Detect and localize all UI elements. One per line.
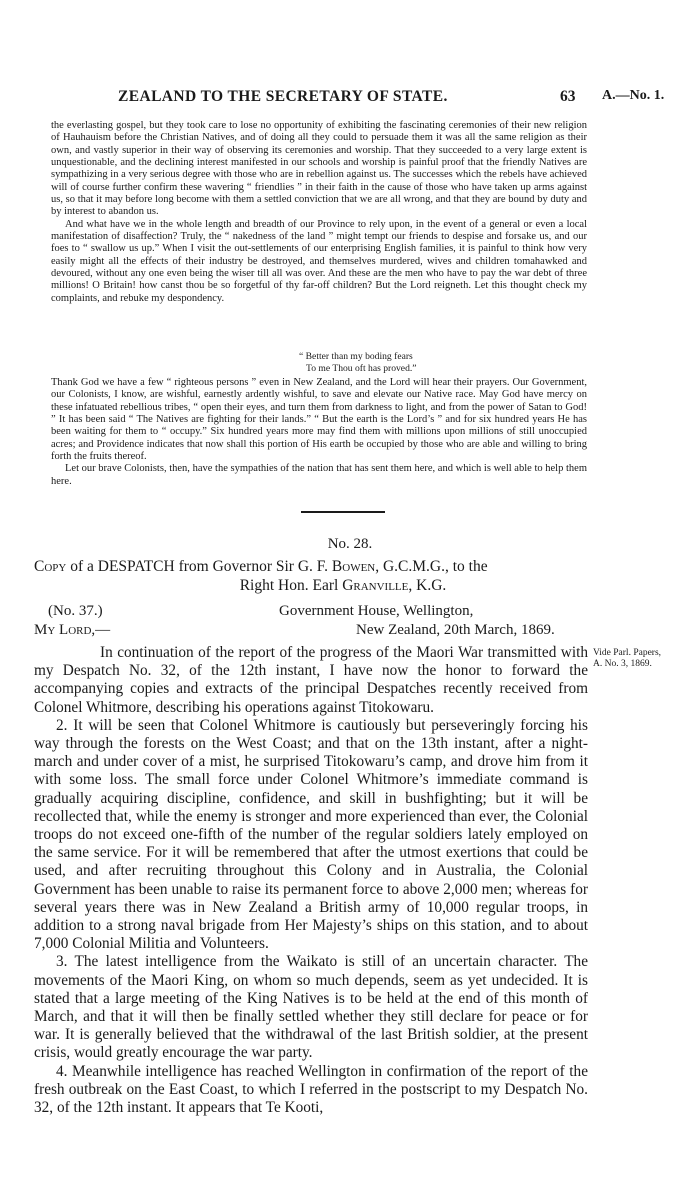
title-copy: Copy <box>34 558 67 575</box>
quote-line: “ Better than my boding fears <box>299 351 413 362</box>
title-text: , G.C.M.G., to the <box>375 558 488 575</box>
document-number: No. 28. <box>327 536 373 552</box>
body-paragraph: 3. The latest intelligence from the Waikato is still of an uncertain character. The movements of the Maori King, on whom so much depends, seem as yet undecided. It is stated that a large meeting of the King Natives is to be held at the end of this month of March, and that it will then be finally settled whether they still declare for peace or for war. It is generally believed that the withdrawal of the last British soldier, at the present crisis, would greatly encourage the war party. <box>34 953 588 1062</box>
despatch-title-line-2 <box>0 577 686 595</box>
letter-extract-part-1 <box>51 120 587 305</box>
paper-reference: A.—No. 1. <box>602 88 665 103</box>
body-paragraph: 4. Meanwhile intelligence has reached Wellington in confirmation of the report of the fresh outbreak on the East Coast, to which I referred in the postscript to my Despatch No. 32, of the 12th instant. It appears that Te Kooti, <box>34 1062 588 1117</box>
title-text: , K.G. <box>408 577 447 594</box>
margin-note-line: A. No. 3, 1869. <box>593 659 652 669</box>
salutation: My Lord,— <box>34 622 111 638</box>
title-text: of a DESPATCH from Governor Sir G. F. <box>66 558 332 575</box>
place-line: Government House, Wellington, <box>279 603 474 619</box>
title-bowen: Bowen <box>331 558 376 575</box>
small-paragraph: And what have we in the whole length and breadth of our Province to rely upon, in the event of a general or even a local manifestation of disaffection? Truly, the “ nakedness of the land ” might tempt our friends to despise and forsake us, and our foes to “ swallow us up.” When I visit the out-settlements of our enterprising English families, it is painful to think how very easily might all the effects of their industry be destroyed, and themselves murdered, wives and children tomahawked and devoured, without any one even being the wiser till all was over. And these are the men who have to pay the war debt of three millions! O Britain! how canst thou be so forgetful of thy far-off children? But the Lord reigneth. Let this thought check my complaints, and rebuke my despondency. <box>51 218 587 304</box>
running-head: ZEALAND TO THE SECRETARY OF STATE. <box>118 88 448 105</box>
despatch-number: (No. 37.) <box>48 603 103 619</box>
date-line: New Zealand, 20th March, 1869. <box>356 622 555 638</box>
margin-note-line: Vide Parl. Papers, <box>593 648 662 658</box>
section-divider <box>301 511 385 513</box>
page-header <box>0 88 700 108</box>
body-paragraph: 2. It will be seen that Colonel Whitmore is cautiously but perseveringly forcing his way through the forests on the West Coast; and that on the 13th instant, after a night-march and under cover of a mist, he surprised Titokowaru’s camp, and drove him from it with some loss. The small force under Colonel Whitmore’s immediate command is gradually acquiring discipline, confidence, and skill in bushfighting; but it will be recollected that, while the enemy is stronger and more experienced than ever, the Colonial troops do not exceed one-fifth of the number of the regular soldiers lately employed on the same service. For it will be remembered that after the utmost exertions that could be used, and after recruiting throughout this Colony and in Australia, the Colonial Government has been unable to raise its permanent force to above 2,000 men; whereas for several years there was in New Zealand a British army of 10,000 regular troops, in addition to a strong naval brigade from Her Majesty’s ships on this station, and to about 7,000 Colonial Militia and Volunteers. <box>34 716 588 953</box>
quote-line: To me Thou oft has proved.” <box>306 363 417 374</box>
letter-extract-part-2 <box>51 377 587 488</box>
margin-note <box>593 648 661 670</box>
despatch-body <box>34 644 588 1117</box>
small-paragraph: Let our brave Colonists, then, have the sympathies of the nation that has sent them here, and which is well able to help them here. <box>51 463 587 487</box>
despatch-title-line-1 <box>34 558 634 576</box>
small-paragraph: Thank God we have a few “ righteous persons ” even in New Zealand, and the Lord will hear their prayers. Our Government, our Colonists, I know, are wishful, earnestly ardently wishful, to save and elevate our Native race. May God have mercy on these infatuated rebellious tribes, “ open their eyes, and turn them from darkness to light, and from the power of Satan to God! ” It has been said “ The Natives are fighting for their lands.” “ But the earth is the Lord’s ” and for six hundred years He has been waiting for them to “ occupy.” Six hundred years more may find them with millions upon millions of still unoccupied acres; and Providence indicates that now shall this portion of His earth be occupied by those who are able and willing to bring forth the fruits thereof. <box>51 377 587 463</box>
small-paragraph: the everlasting gospel, but they took care to lose no opportunity of exhibiting the fascinating ceremonies of their new religion of Hauhauism before the Christian Natives, and of doing all they could to persuade them it was all the same religion as their own, and vastly superior in their way of observing its ceremonies and worship. That they succeeded to a very large extent is unquestionable, and the declining interest manifested in our schools and worship is painful proof that the friendly Natives are sympathizing in a very serious degree with those who are in rebellion against us. The successes which the rebels have achieved will of course further confirm these wavering “ friendlies ” in their faith in the cause of those who have taken up arms against us, so that it may before long become with them a settled conviction that we are all wrong, and that they are bound by duty and by interest to abandon us. <box>51 120 587 218</box>
title-granville: Granville <box>342 577 409 594</box>
body-paragraph: In continuation of the report of the progress of the Maori War transmitted with my Despatch No. 32, of the 12th instant, I have now the honor to forward the accompanying copies and extracts of the principal Despatches recently received from Colonel Whitmore, describing his operations against Titokowaru. <box>34 644 588 716</box>
page-number: 63 <box>560 88 576 105</box>
title-text: Right Hon. Earl <box>239 577 343 594</box>
